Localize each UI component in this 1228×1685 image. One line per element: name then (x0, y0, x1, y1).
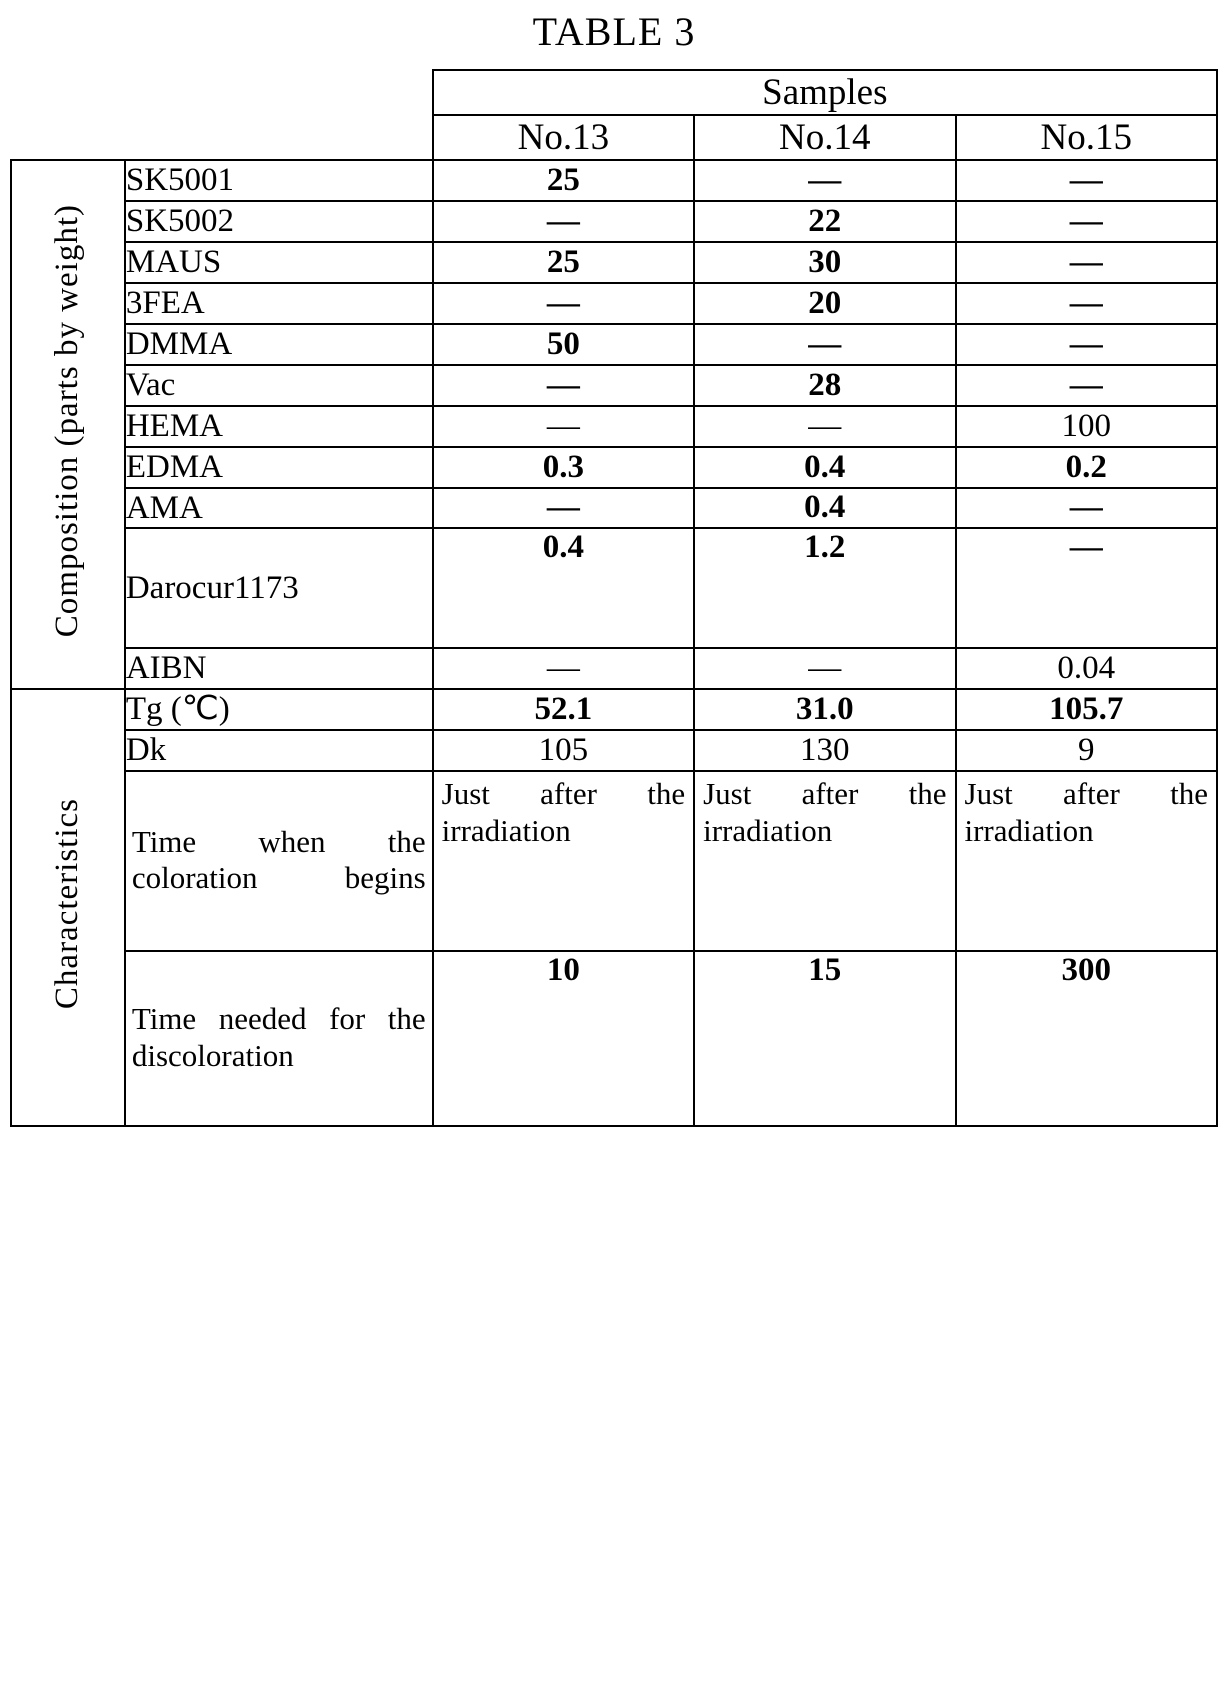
row-label-discoloration-time: Time needed for the discoloration (125, 951, 433, 1126)
cell-maus-no15: — (956, 242, 1218, 283)
cell-ama-no14: 0.4 (694, 488, 955, 529)
table-row (11, 283, 1217, 324)
cell-vac-no14: 28 (694, 365, 955, 406)
corner-spacer-1 (11, 70, 125, 115)
header-sample-no15: No.15 (956, 115, 1218, 160)
row-label-tg: Tg (℃) (125, 689, 433, 730)
cell-vac-no13: — (433, 365, 694, 406)
row-label-aibn: AIBN (125, 648, 433, 689)
row-label-hema: HEMA (125, 406, 433, 447)
cell-sk5001-no14: — (694, 160, 955, 201)
cell-hema-no15: 100 (956, 406, 1218, 447)
header-samples: Samples (433, 70, 1217, 115)
cell-edma-no13: 0.3 (433, 447, 694, 488)
cell-discoloration-time-no15: 300 (956, 951, 1218, 1126)
row-label-coloration-begins: Time when the coloration begins (125, 771, 433, 951)
table-row (11, 242, 1217, 283)
cell-sk5002-no13: — (433, 201, 694, 242)
corner-spacer-3 (11, 115, 125, 160)
cell-darocur1173-no13: 0.4 (433, 528, 694, 648)
row-label-sk5001: SK5001 (125, 160, 433, 201)
cell-dk-no13: 105 (433, 730, 694, 771)
cell-coloration-begins-no13: Just after the irradiation (433, 771, 694, 951)
cell-aibn-no14: — (694, 648, 955, 689)
table-row (11, 160, 1217, 201)
row-label-sk5002: SK5002 (125, 201, 433, 242)
table-row (11, 648, 1217, 689)
cell-dmma-no13: 50 (433, 324, 694, 365)
cell-sk5002-no15: — (956, 201, 1218, 242)
side-label-characteristics-text: Characteristics (49, 798, 86, 1010)
cell-tg-no14: 31.0 (694, 689, 955, 730)
table-row (11, 951, 1217, 1126)
header-sample-no14: No.14 (694, 115, 955, 160)
row-label-dk: Dk (125, 730, 433, 771)
cell-tg-no15: 105.7 (956, 689, 1218, 730)
cell-maus-no13: 25 (433, 242, 694, 283)
cell-edma-no14: 0.4 (694, 447, 955, 488)
row-label-3fea: 3FEA (125, 283, 433, 324)
table-header-row-numbers (11, 115, 1217, 160)
cell-3fea-no14: 20 (694, 283, 955, 324)
cell-darocur1173-no15: — (956, 528, 1218, 648)
table-row (11, 528, 1217, 648)
cell-dk-no14: 130 (694, 730, 955, 771)
row-label-vac: Vac (125, 365, 433, 406)
side-label-composition-text: Composition (parts by weight) (49, 204, 86, 638)
table-row (11, 689, 1217, 730)
table-row (11, 365, 1217, 406)
cell-hema-no13: — (433, 406, 694, 447)
cell-dmma-no14: — (694, 324, 955, 365)
corner-spacer-4 (125, 115, 433, 160)
table-row (11, 447, 1217, 488)
table-row (11, 201, 1217, 242)
cell-sk5002-no14: 22 (694, 201, 955, 242)
cell-dk-no15: 9 (956, 730, 1218, 771)
cell-sk5001-no13: 25 (433, 160, 694, 201)
table-row (11, 406, 1217, 447)
table-3 (10, 69, 1218, 1127)
row-label-dmma: DMMA (125, 324, 433, 365)
cell-hema-no14: — (694, 406, 955, 447)
table-row (11, 324, 1217, 365)
table-row (11, 771, 1217, 951)
cell-vac-no15: — (956, 365, 1218, 406)
page-title: TABLE 3 (532, 9, 696, 54)
row-label-darocur1173: Darocur1173 (125, 528, 433, 648)
cell-aibn-no13: — (433, 648, 694, 689)
cell-sk5001-no15: — (956, 160, 1218, 201)
cell-3fea-no13: — (433, 283, 694, 324)
cell-edma-no15: 0.2 (956, 447, 1218, 488)
cell-darocur1173-no14: 1.2 (694, 528, 955, 648)
header-sample-no13: No.13 (433, 115, 694, 160)
row-label-ama: AMA (125, 488, 433, 529)
cell-discoloration-time-no14: 15 (694, 951, 955, 1126)
table-header-row-samples (11, 70, 1217, 115)
cell-coloration-begins-no14: Just after the irradiation (694, 771, 955, 951)
table-row (11, 730, 1217, 771)
cell-discoloration-time-no13: 10 (433, 951, 694, 1126)
cell-tg-no13: 52.1 (433, 689, 694, 730)
corner-spacer-2 (125, 70, 433, 115)
cell-maus-no14: 30 (694, 242, 955, 283)
cell-coloration-begins-no15: Just after the irradiation (956, 771, 1218, 951)
side-label-composition (11, 160, 125, 689)
cell-3fea-no15: — (956, 283, 1218, 324)
cell-ama-no15: — (956, 488, 1218, 529)
row-label-maus: MAUS (125, 242, 433, 283)
cell-ama-no13: — (433, 488, 694, 529)
table-page (0, 8, 1228, 1685)
cell-dmma-no15: — (956, 324, 1218, 365)
row-label-edma: EDMA (125, 447, 433, 488)
cell-aibn-no15: 0.04 (956, 648, 1218, 689)
side-label-characteristics (11, 689, 125, 1126)
table-row (11, 488, 1217, 529)
